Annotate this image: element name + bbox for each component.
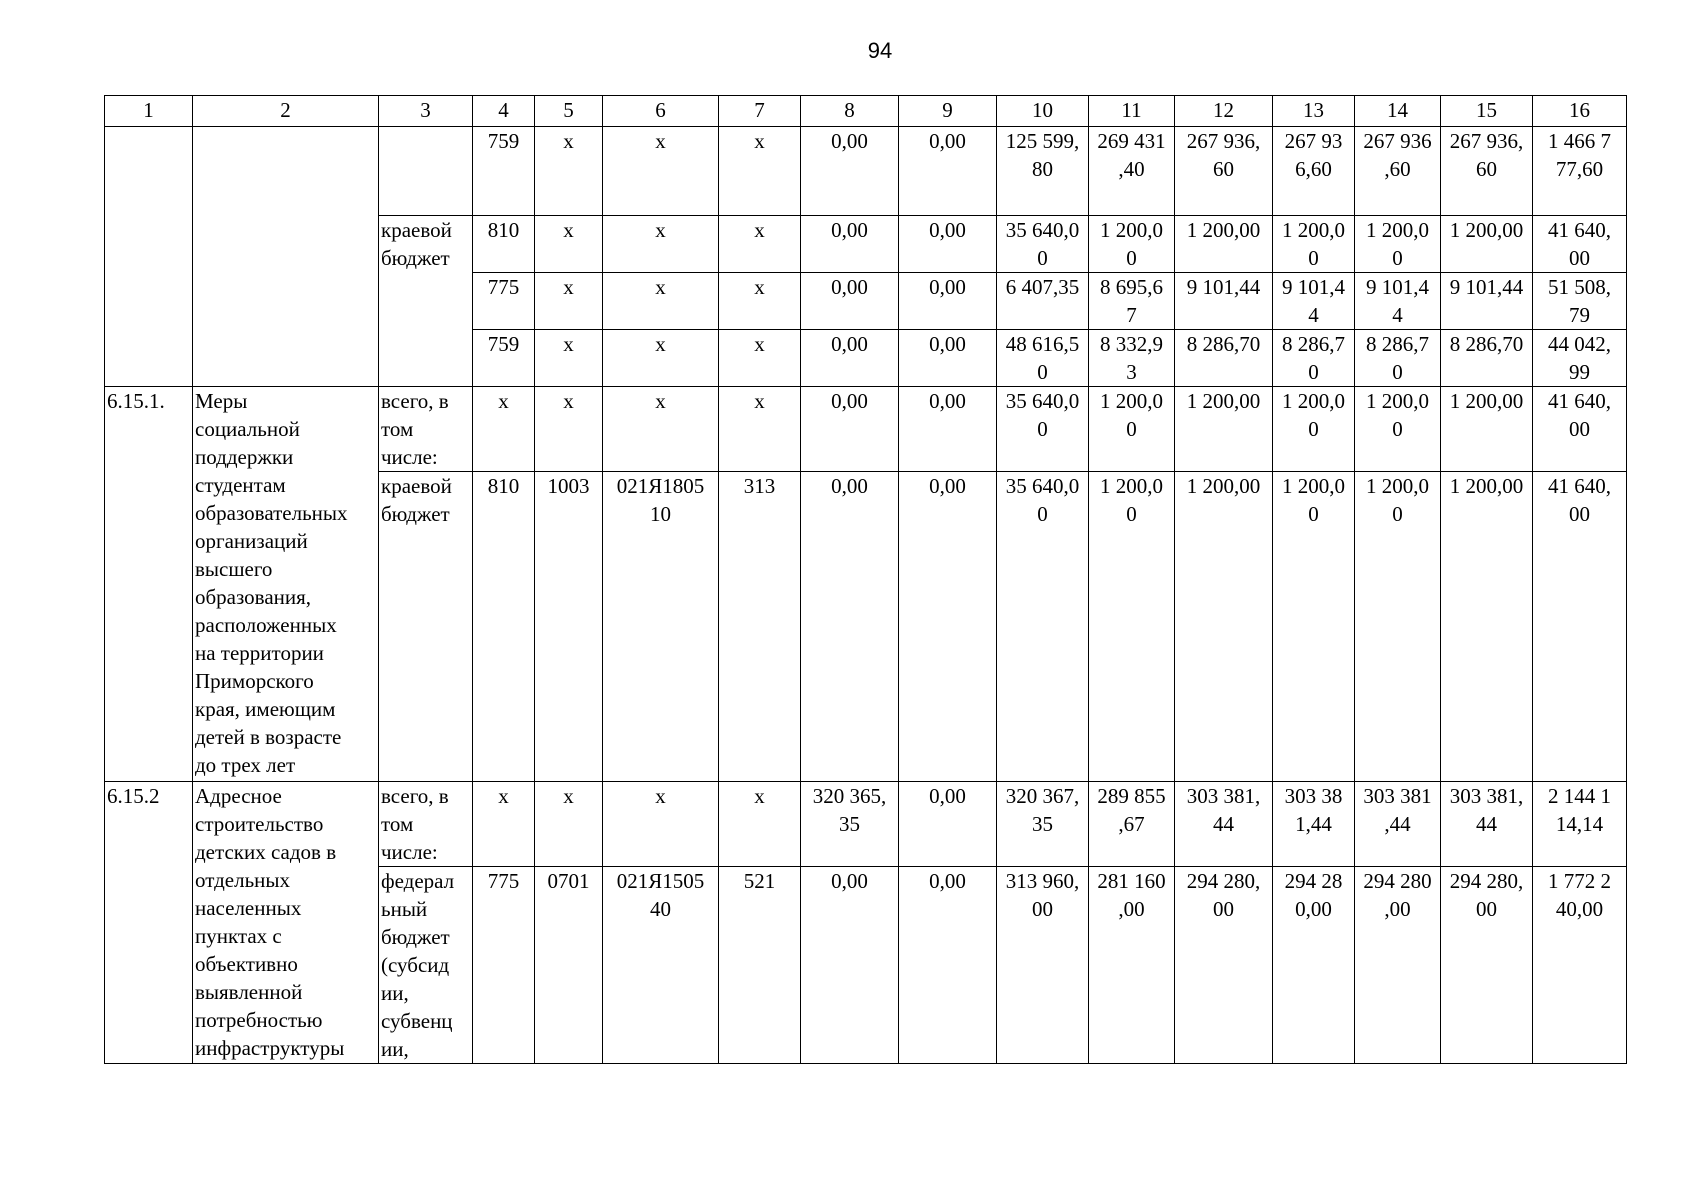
row-number-cell [105, 127, 193, 387]
source-cell: всего, в том числе: [379, 782, 473, 867]
header-cell: 10 [997, 96, 1089, 127]
table-cell: 48 616,5 0 [997, 330, 1089, 387]
table-cell: х [535, 387, 603, 472]
table-cell: 775 [473, 273, 535, 330]
table-cell: 0,00 [899, 782, 997, 867]
header-cell: 6 [603, 96, 719, 127]
table-cell: х [719, 330, 801, 387]
table-cell: 289 855 ,67 [1089, 782, 1175, 867]
table-cell: 1 200,0 0 [1089, 216, 1175, 273]
header-row [105, 96, 1627, 127]
source-cell: краевой бюджет [379, 216, 473, 387]
table-cell: 0,00 [899, 273, 997, 330]
table-cell: 8 695,6 7 [1089, 273, 1175, 330]
table-cell: х [719, 782, 801, 867]
table-cell: х [473, 782, 535, 867]
table-cell: 0,00 [801, 216, 899, 273]
table-row [105, 782, 1627, 867]
source-cell: федерал ьный бюджет (субсид ии, субвенц ии, [379, 867, 473, 1064]
table-cell: 41 640, 00 [1533, 216, 1627, 273]
table-cell: х [603, 330, 719, 387]
table-cell: х [535, 216, 603, 273]
header-cell: 15 [1441, 96, 1533, 127]
header-cell: 12 [1175, 96, 1273, 127]
table-cell: 759 [473, 330, 535, 387]
header-cell: 9 [899, 96, 997, 127]
table-cell: 0,00 [899, 867, 997, 1064]
table-cell: 0,00 [801, 127, 899, 216]
table-cell: х [603, 216, 719, 273]
table-cell: 320 365, 35 [801, 782, 899, 867]
table-cell: 303 38 1,44 [1273, 782, 1355, 867]
table-cell: 021Я1805 10 [603, 472, 719, 782]
header-cell: 14 [1355, 96, 1441, 127]
table-cell: 0,00 [801, 867, 899, 1064]
table-cell: 810 [473, 216, 535, 273]
table-cell: х [603, 273, 719, 330]
table-cell: 313 960, 00 [997, 867, 1089, 1064]
header-cell: 7 [719, 96, 801, 127]
table-row [105, 127, 1627, 216]
source-cell [379, 127, 473, 216]
table-cell: 0,00 [899, 387, 997, 472]
table-cell: х [535, 782, 603, 867]
description-cell [193, 127, 379, 387]
table-cell: 267 93 6,60 [1273, 127, 1355, 216]
table-cell: 41 640, 00 [1533, 472, 1627, 782]
table-cell: 021Я1505 40 [603, 867, 719, 1064]
table-cell: х [603, 127, 719, 216]
table-cell: 1 200,00 [1175, 387, 1273, 472]
table-cell: х [535, 330, 603, 387]
description-cell: Адресное строительство детских садов в отдельных населенных пунктах с объективно выявленной потребностью инфраструктуры [193, 782, 379, 1064]
header-cell: 5 [535, 96, 603, 127]
table-cell: 1 200,00 [1175, 216, 1273, 273]
table-cell: 35 640,0 0 [997, 216, 1089, 273]
table-cell: 8 286,7 0 [1273, 330, 1355, 387]
table-cell: х [535, 273, 603, 330]
table-cell: 313 [719, 472, 801, 782]
table-cell: 1 200,0 0 [1355, 387, 1441, 472]
table-cell: 0,00 [899, 472, 997, 782]
table-cell: 1 200,0 0 [1089, 387, 1175, 472]
table-cell: 810 [473, 472, 535, 782]
table-cell: 125 599, 80 [997, 127, 1089, 216]
table-cell: 1 772 2 40,00 [1533, 867, 1627, 1064]
table-cell: 2 144 1 14,14 [1533, 782, 1627, 867]
table-cell: 1 200,0 0 [1273, 216, 1355, 273]
table-cell: 35 640,0 0 [997, 472, 1089, 782]
table-cell: 0,00 [801, 472, 899, 782]
table-cell: 6 407,35 [997, 273, 1089, 330]
table-cell: 0,00 [801, 387, 899, 472]
table-cell: 320 367, 35 [997, 782, 1089, 867]
table-cell: 267 936 ,60 [1355, 127, 1441, 216]
table-cell: 1 200,0 0 [1273, 387, 1355, 472]
table-cell: 0,00 [899, 127, 997, 216]
table-cell: 0701 [535, 867, 603, 1064]
table-cell: 269 431 ,40 [1089, 127, 1175, 216]
table-cell: х [719, 127, 801, 216]
table-cell: 303 381, 44 [1175, 782, 1273, 867]
table-cell: 294 28 0,00 [1273, 867, 1355, 1064]
header-cell: 3 [379, 96, 473, 127]
table-cell: 303 381 ,44 [1355, 782, 1441, 867]
table-cell: х [473, 387, 535, 472]
table-cell: 9 101,44 [1441, 273, 1533, 330]
header-cell: 11 [1089, 96, 1175, 127]
table-cell: 9 101,44 [1175, 273, 1273, 330]
table-cell: 1003 [535, 472, 603, 782]
table-cell: 1 200,0 0 [1355, 472, 1441, 782]
table-cell: 1 200,0 0 [1089, 472, 1175, 782]
table-cell: х [535, 127, 603, 216]
source-cell: всего, в том числе: [379, 387, 473, 472]
table-cell: 1 200,0 0 [1273, 472, 1355, 782]
table-cell: 41 640, 00 [1533, 387, 1627, 472]
table-cell: 1 466 7 77,60 [1533, 127, 1627, 216]
table-cell: 303 381, 44 [1441, 782, 1533, 867]
table-cell: 1 200,00 [1175, 472, 1273, 782]
page-number: 94 [867, 38, 893, 63]
table-cell: 8 332,9 3 [1089, 330, 1175, 387]
table-cell: 775 [473, 867, 535, 1064]
table-cell: 51 508, 79 [1533, 273, 1627, 330]
table-cell: 1 200,00 [1441, 216, 1533, 273]
table-cell: 8 286,7 0 [1355, 330, 1441, 387]
table-cell: х [719, 387, 801, 472]
table-cell: 759 [473, 127, 535, 216]
table-cell: 1 200,00 [1441, 472, 1533, 782]
table-cell: 521 [719, 867, 801, 1064]
table-cell: 1 200,0 0 [1355, 216, 1441, 273]
table-cell: 0,00 [801, 330, 899, 387]
table-cell: 267 936, 60 [1175, 127, 1273, 216]
table-cell: 9 101,4 4 [1355, 273, 1441, 330]
table-cell: х [603, 387, 719, 472]
table-cell: 294 280, 00 [1175, 867, 1273, 1064]
header-cell: 1 [105, 96, 193, 127]
row-number-cell: 6.15.1. [105, 387, 193, 782]
table-cell: 9 101,4 4 [1273, 273, 1355, 330]
table-cell: 0,00 [801, 273, 899, 330]
header-cell: 4 [473, 96, 535, 127]
table-cell: 8 286,70 [1441, 330, 1533, 387]
budget-table [104, 95, 1627, 1064]
table-cell: 281 160 ,00 [1089, 867, 1175, 1064]
table-cell: х [719, 273, 801, 330]
source-cell: краевой бюджет [379, 472, 473, 782]
header-cell: 8 [801, 96, 899, 127]
header-cell: 13 [1273, 96, 1355, 127]
table-cell: 267 936, 60 [1441, 127, 1533, 216]
header-cell: 16 [1533, 96, 1627, 127]
table-cell: х [719, 216, 801, 273]
table-cell: 8 286,70 [1175, 330, 1273, 387]
table-cell: 0,00 [899, 330, 997, 387]
table-cell: 294 280, 00 [1441, 867, 1533, 1064]
table-cell: 0,00 [899, 216, 997, 273]
row-number-cell: 6.15.2 [105, 782, 193, 1064]
table-cell: 1 200,00 [1441, 387, 1533, 472]
table-cell: х [603, 782, 719, 867]
table-cell: 44 042, 99 [1533, 330, 1627, 387]
description-cell: Меры социальной поддержки студентам образовательных организаций высшего образования, расположенных на территории Приморского края, имеющим детей в возрасте до трех лет [193, 387, 379, 782]
table-cell: 294 280 ,00 [1355, 867, 1441, 1064]
header-cell: 2 [193, 96, 379, 127]
table-row [105, 387, 1627, 472]
table-cell: 35 640,0 0 [997, 387, 1089, 472]
